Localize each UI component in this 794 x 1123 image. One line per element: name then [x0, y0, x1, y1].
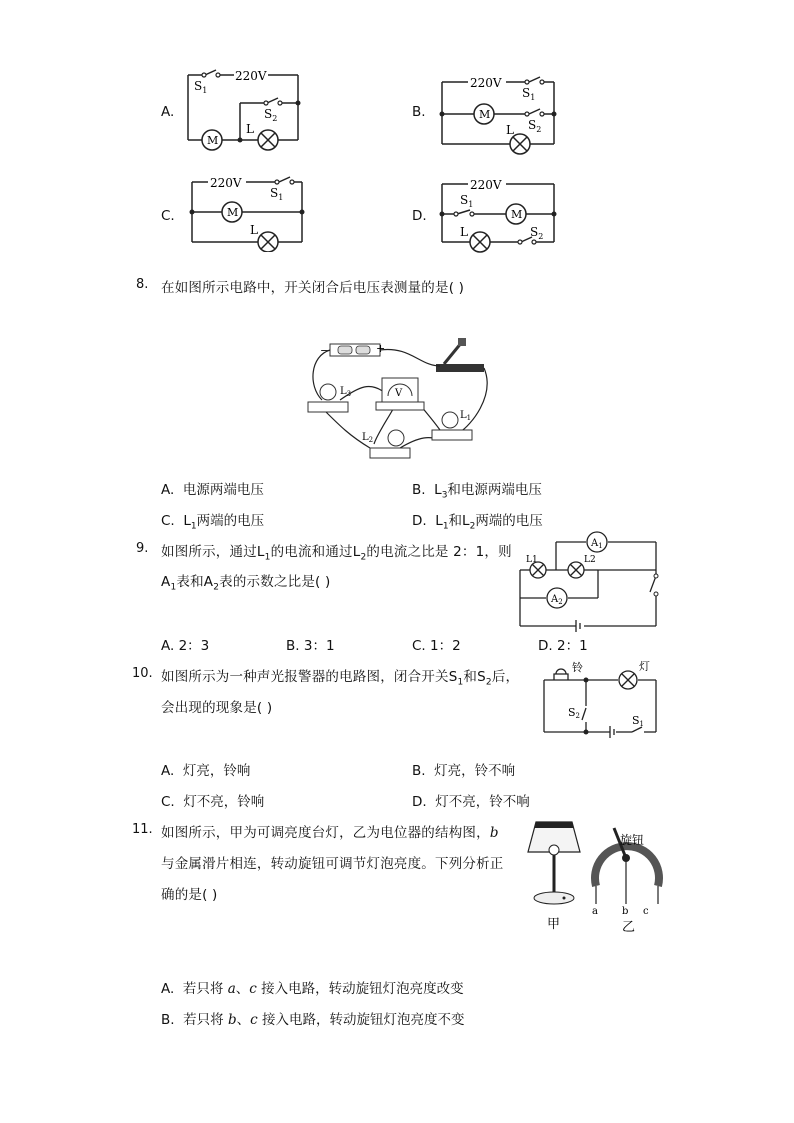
q9-option-c[interactable]: C. 1：2 — [412, 638, 461, 654]
lamp-l2-label: $L_2$ — [362, 432, 374, 444]
circuit-diagram-c — [184, 172, 310, 252]
label-jia: 甲 — [547, 917, 561, 932]
q8-option-a[interactable]: A. 电源两端电压 — [161, 482, 264, 498]
question-number: 8. — [136, 277, 149, 292]
option-label: A. — [161, 104, 175, 120]
switch-s1-label: $S_1$ — [460, 193, 474, 209]
lamp-l1-label: $L_1$ — [460, 410, 472, 422]
motor-label: M — [207, 134, 219, 147]
lamp-l1-label: L1 — [526, 555, 538, 565]
q8-physical-circuit-figure — [300, 336, 500, 470]
lamp-l2-label: L2 — [584, 555, 596, 565]
q9-circuit-diagram — [512, 530, 662, 632]
question-stem-line1: 如图所示为一种声光报警器的电路图，闭合开关$S_1$和$S_2$后， — [161, 669, 520, 688]
q11-option-a[interactable]: A. 若只将 a、c 接入电路，转动旋钮灯泡亮度改变 — [161, 981, 464, 997]
lamp-label: L — [246, 122, 254, 136]
ammeter-a1-label: $A_1$ — [591, 538, 603, 550]
switch-s1-label: $S_1$ — [194, 79, 208, 95]
motor-label: M — [479, 108, 491, 121]
terminal-a-label: a — [592, 906, 598, 917]
q10-option-a[interactable]: A. 灯亮，铃响 — [161, 763, 251, 779]
option-label: B. — [412, 104, 426, 120]
motor-label: M — [227, 206, 239, 219]
q10-option-d[interactable]: D. 灯不亮，铃不响 — [412, 794, 530, 810]
question-number: 9. — [136, 541, 149, 556]
switch-s2-label: $S_2$ — [528, 118, 542, 134]
voltmeter-label: V — [395, 388, 403, 399]
question-stem-line2: 与金属滑片相连，转动旋钮可调节灯泡亮度。下列分析正 — [161, 856, 504, 872]
terminal-c-label: c — [643, 906, 649, 917]
switch-s1-label: S1 — [632, 714, 645, 728]
switch-s2-label: S2 — [568, 706, 581, 720]
voltage-label: 220V — [235, 69, 267, 83]
question-number: 10. — [132, 666, 153, 681]
question-stem-line3: 确的是( ) — [161, 887, 218, 903]
switch-s2-label: $S_2$ — [264, 107, 278, 123]
q8-option-b[interactable]: B. $L_3$和电源两端电压 — [412, 482, 542, 501]
q10-option-c[interactable]: C. 灯不亮，铃响 — [161, 794, 265, 810]
ammeter-a2-label: $A_2$ — [551, 594, 563, 606]
q9-option-a[interactable]: A. 2：3 — [161, 638, 210, 654]
terminal-b-label: b — [622, 906, 629, 917]
lamp-label: L — [460, 225, 468, 239]
motor-label: M — [511, 208, 523, 221]
label-yi: 乙 — [622, 920, 636, 935]
switch-s2-label: $S_2$ — [530, 225, 544, 241]
q11-option-b[interactable]: B. 若只将 b、c 接入电路，转动旋钮灯泡亮度不变 — [161, 1012, 465, 1028]
lamp-l3-label: $L_3$ — [340, 386, 352, 398]
circuit-diagram-b — [434, 72, 564, 158]
voltage-label: 220V — [470, 76, 502, 90]
q9-option-d[interactable]: D. 2：1 — [538, 638, 588, 654]
circuit-diagram-d — [434, 174, 560, 256]
lamp-label: 灯 — [639, 660, 650, 673]
q8-option-d[interactable]: D. $L_1$和$L_2$两端的电压 — [412, 513, 543, 532]
question-stem-line1: 如图所示，甲为可调亮度台灯，乙为电位器的结构图，b — [161, 825, 499, 841]
voltage-label: 220V — [210, 176, 242, 190]
q10-option-b[interactable]: B. 灯亮，铃不响 — [412, 763, 516, 779]
voltage-label: 220V — [470, 178, 502, 192]
battery-minus-label: − — [320, 344, 330, 357]
q9-option-b[interactable]: B. 3：1 — [286, 638, 335, 654]
question-stem: 在如图所示电路中，开关闭合后电压表测量的是( ) — [161, 280, 465, 296]
knob-label: 旋钮 — [620, 833, 645, 847]
option-label: D. — [412, 208, 427, 224]
q11-lamp-and-potentiometer-figure — [522, 812, 672, 936]
lamp-label: L — [506, 123, 514, 137]
question-stem-line1: 如图所示，通过$L_1$的电流和通过$L_2$的电流之比是 2：1，则 — [161, 544, 512, 563]
question-stem-line2: $A_1$表和$A_2$表的示数之比是( ) — [161, 574, 331, 593]
question-number: 11. — [132, 822, 153, 837]
switch-s1-label: $S_1$ — [522, 86, 536, 102]
question-stem-line2: 会出现的现象是( ) — [161, 700, 273, 716]
battery-plus-label: + — [376, 342, 386, 355]
option-label: C. — [161, 208, 175, 224]
switch-s1-label: $S_1$ — [270, 186, 284, 202]
q10-alarm-circuit-diagram — [538, 656, 662, 740]
lamp-label: L — [250, 223, 258, 237]
q8-option-c[interactable]: C. $L_1$两端的电压 — [161, 513, 265, 532]
circuit-diagram-a — [180, 66, 310, 154]
bell-label: 铃 — [572, 661, 583, 674]
